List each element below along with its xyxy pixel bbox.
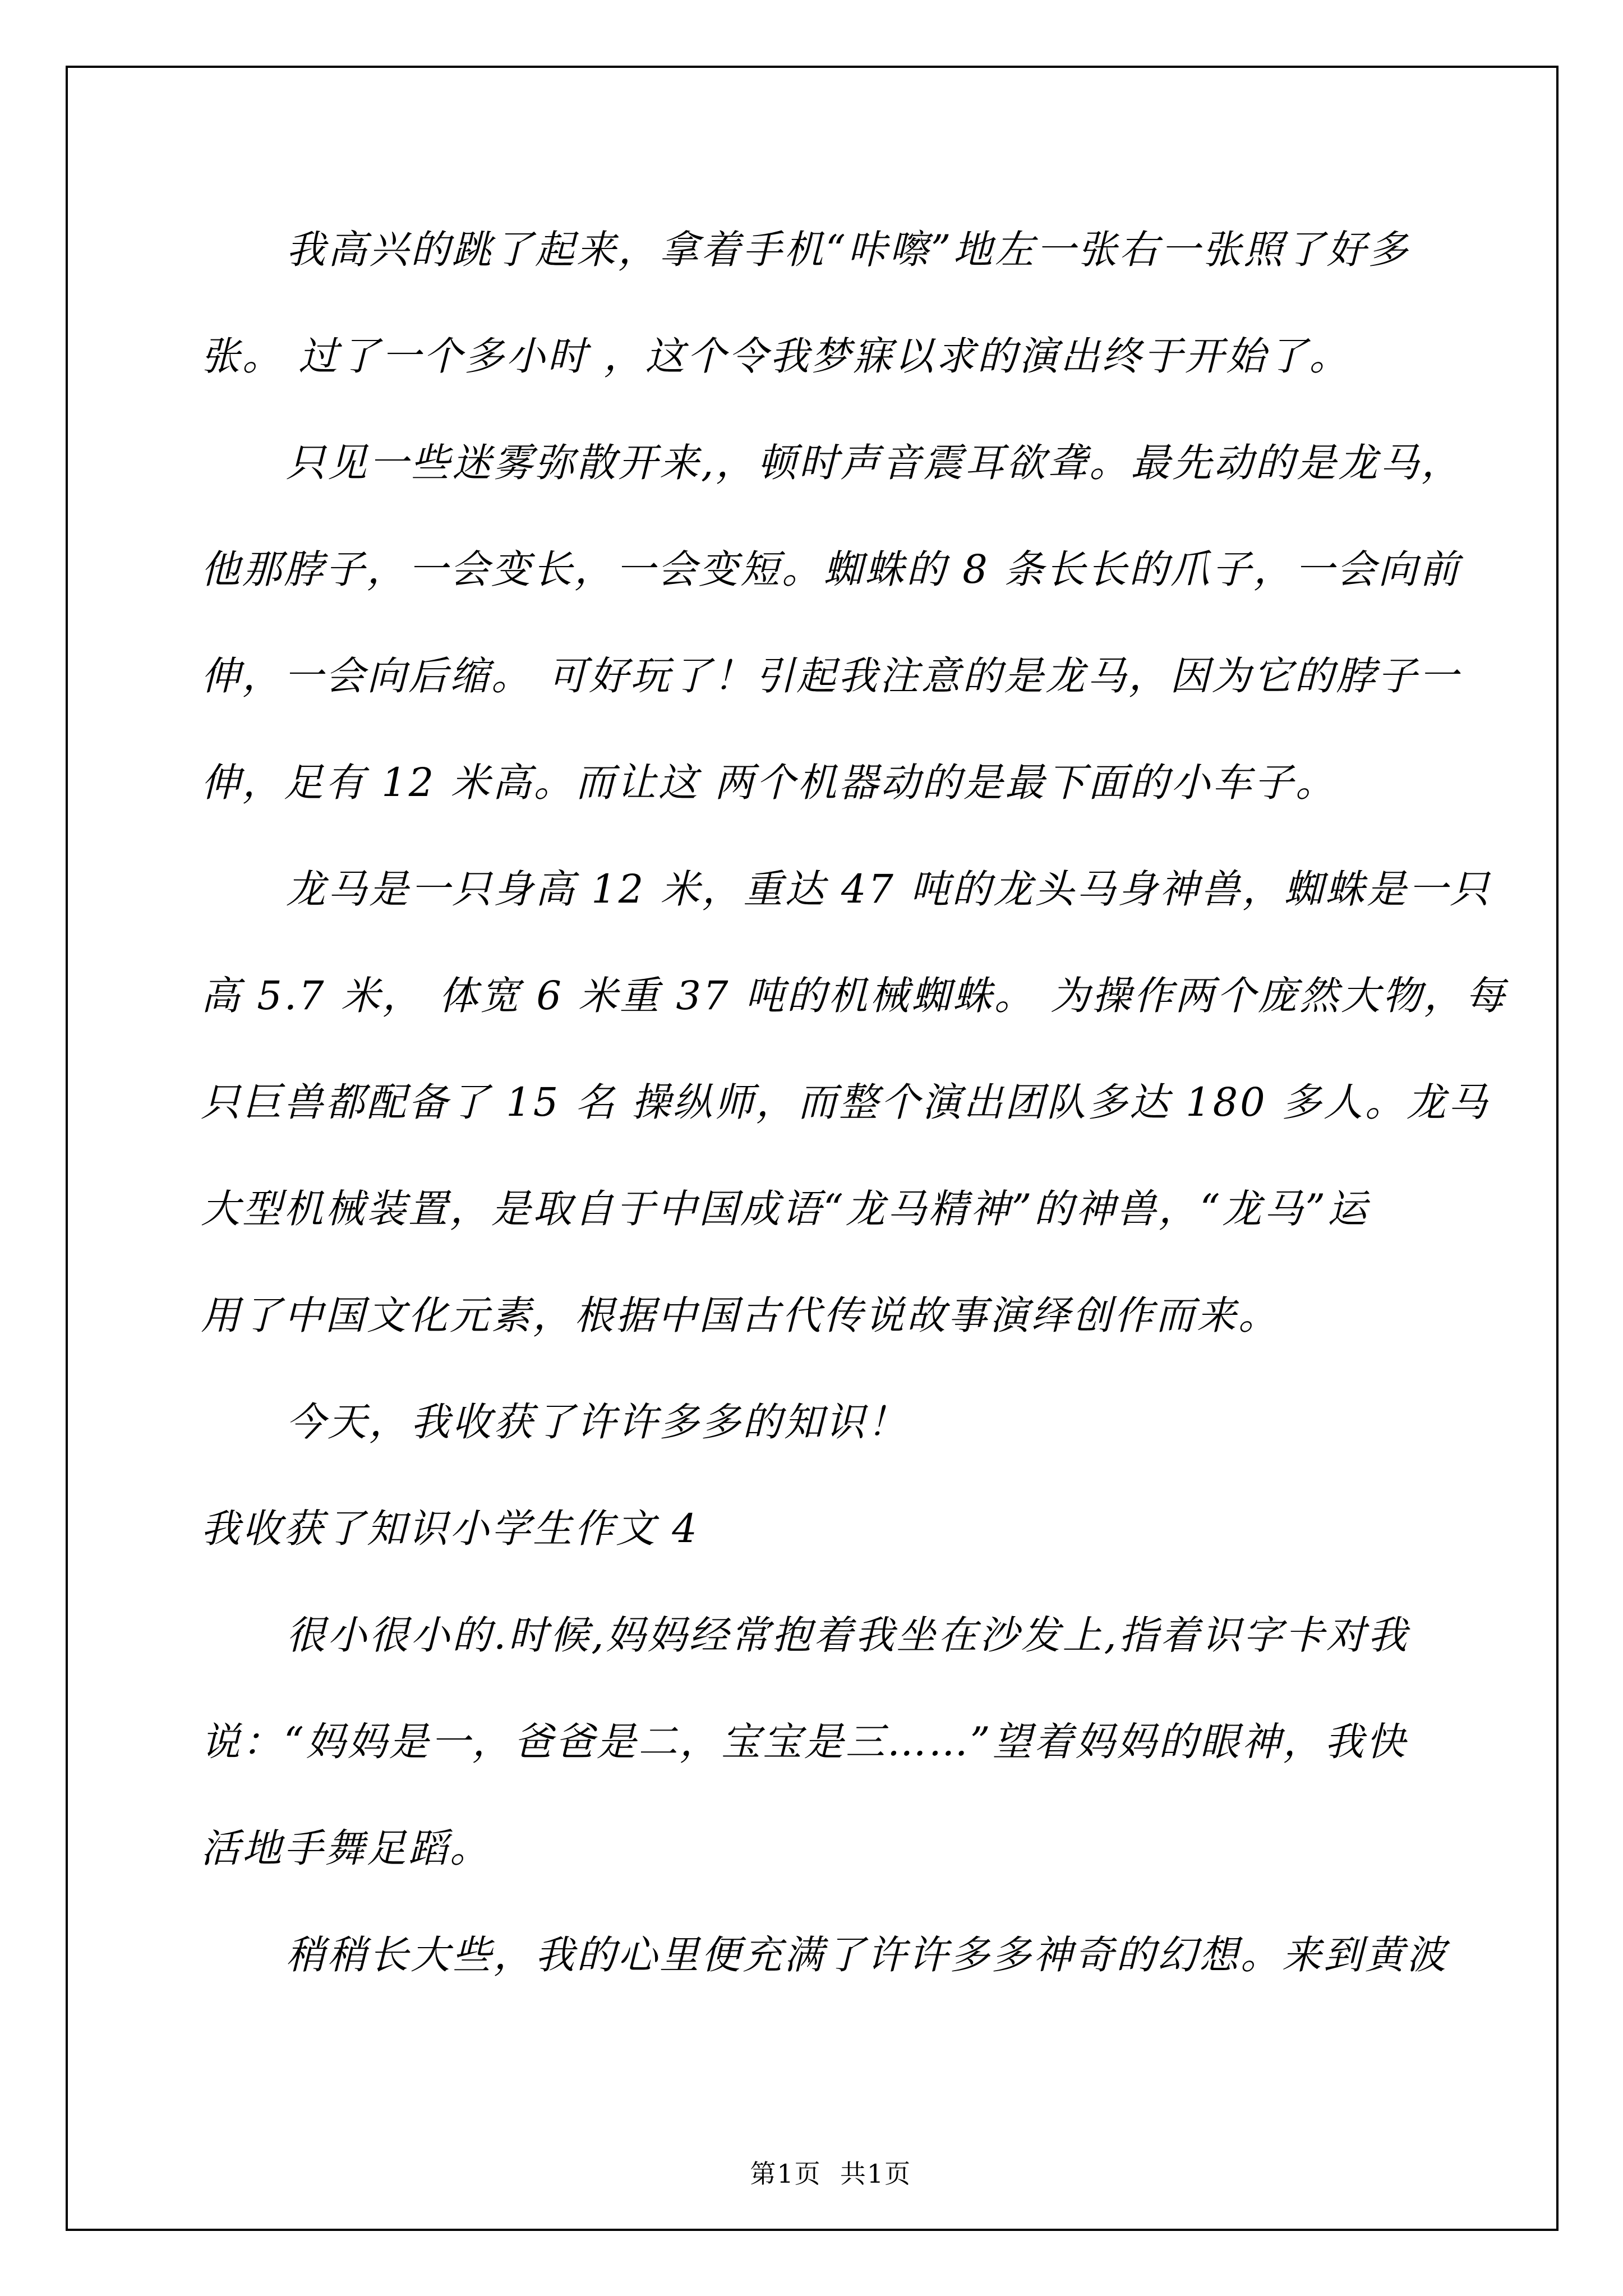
text-line: 活地手舞足蹈。 <box>201 1825 491 1871</box>
text-line: 只巨兽都配备了 15 名 操纵师，而整个演出团队多达 180 多人。龙马 <box>201 1079 1490 1125</box>
page-border <box>66 66 1559 2231</box>
text-line: 我高兴的跳了起来，拿着手机“咔嚓”地左一张右一张照了好多 <box>286 227 1410 273</box>
text-line: 稍稍长大些，我的心里便充满了许许多多神奇的幻想。来到黄波 <box>286 1932 1448 1978</box>
text-line: 他那脖子，一会变长，一会变短。蜘蛛的 8 条长长的爪子，一会向前 <box>201 546 1461 592</box>
text-line: 大型机械装置，是取自于中国成语“龙马精神”的神兽，“龙马”运 <box>201 1186 1370 1232</box>
text-line: 用了中国文化元素，根据中国古代传说故事演绎创作而来。 <box>201 1292 1280 1338</box>
text-line: 伸，一会向后缩。 可好玩了！引起我注意的是龙马，因为它的脖子一 <box>201 653 1461 699</box>
text-line: 张。 过了一个多小时 ，这个令我梦寐以求的演出终于开始了。 <box>201 333 1351 379</box>
text-line: 高 5.7 米， 体宽 6 米重 37 吨的机械蜘蛛。 为操作两个庞然大物，每 <box>201 973 1507 1019</box>
text-line: 说：“妈妈是一，爸爸是二，宝宝是三……”望着妈妈的眼神，我快 <box>201 1719 1408 1765</box>
text-line: 只见一些迷雾弥散开来,，顿时声音震耳欲聋。最先动的是龙马， <box>286 440 1463 486</box>
page-number: 第1页 共1页 <box>750 2159 912 2189</box>
text-line: 龙马是一只身高 12 米，重达 47 吨的龙头马身神兽，蜘蛛是一只 <box>286 866 1492 912</box>
text-line: 很小很小的.时候,妈妈经常抱着我坐在沙发上,指着识字卡对我 <box>286 1612 1409 1658</box>
text-line: 伸，足有 12 米高。而让这 两个机器动的是最下面的小车子。 <box>201 760 1337 806</box>
text-line: 今天，我收获了许许多多的知识！ <box>286 1399 909 1445</box>
essay-body <box>201 196 1507 2008</box>
text-line: 我收获了知识小学生作文 4 <box>201 1506 699 1552</box>
page-footer <box>68 2132 1556 2189</box>
